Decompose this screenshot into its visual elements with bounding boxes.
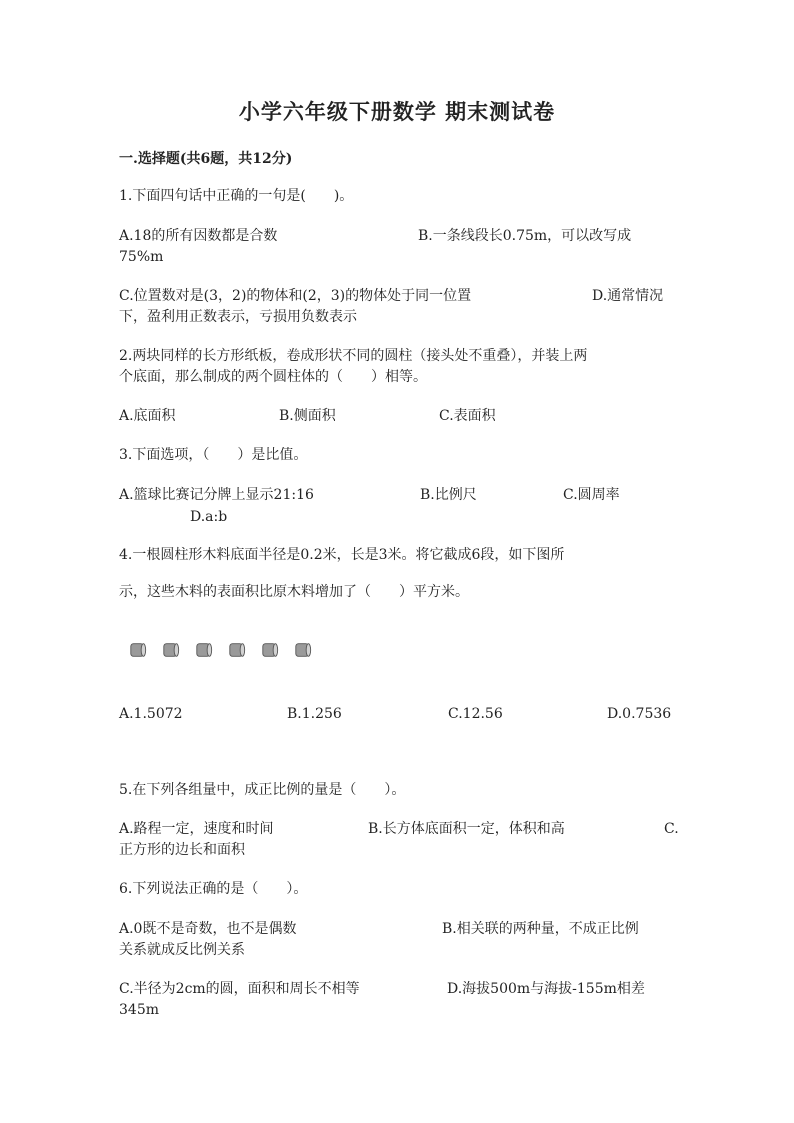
question-6-stem: 6.下列说法正确的是（ ）。 (119, 881, 308, 897)
question-1-option-c: C.位置数对是(3，2)的物体和(2，3)的物体处于同一位置 (119, 288, 472, 304)
question-2-stem-cont: 个底面，那么制成的两个圆柱体的（ ）相等。 (119, 369, 427, 385)
question-2-option-a: A.底面积 (119, 408, 176, 424)
question-5-option-c: C. (664, 821, 679, 837)
question-5-option-c-cont: 正方形的边长和面积 (119, 842, 245, 858)
section-heading: 一.选择题(共6题，共12分) (119, 151, 293, 167)
question-6-option-a: A.0既不是奇数，也不是偶数 (119, 921, 297, 937)
question-2-option-c: C.表面积 (439, 408, 496, 424)
question-1-stem: 1.下面四句话中正确的一句是( )。 (119, 188, 354, 204)
question-2-option-b: B.侧面积 (279, 408, 336, 424)
page-title: 小学六年级下册数学 期末测试卷 (238, 99, 556, 124)
question-6-option-d: D.海拔500m与海拔-155m相差 (447, 981, 645, 997)
question-1-option-a: A.18的所有因数都是合数 (119, 228, 278, 244)
cylinder-piece-icon (261, 641, 279, 659)
cylinder-piece-icon (129, 641, 147, 659)
question-2-stem: 2.两块同样的长方形纸板，卷成形状不同的圆柱（接头处不重叠），并装上两 (119, 348, 588, 364)
question-3-stem: 3.下面选项，（ ）是比值。 (119, 447, 308, 463)
question-4-option-b: B.1.256 (287, 706, 342, 722)
question-3-option-a: A.篮球比赛记分牌上显示21:16 (119, 487, 314, 503)
question-6-option-b-cont: 关系就成反比例关系 (119, 942, 245, 958)
question-4-option-c: C.12.56 (448, 706, 503, 722)
question-1-option-d-cont: 下，盈利用正数表示，亏损用负数表示 (119, 309, 357, 325)
question-6-option-d-cont: 345m (119, 1002, 159, 1018)
question-4-stem-cont: 示，这些木料的表面积比原木料增加了（ ）平方米。 (119, 584, 469, 600)
question-1-option-d: D.通常情况 (592, 288, 664, 304)
cylinder-piece-icon (162, 641, 180, 659)
cylinder-piece-icon (228, 641, 246, 659)
cylinder-pieces-icon (129, 639, 329, 663)
question-4-option-a: A.1.5072 (119, 706, 183, 722)
question-6-option-c: C.半径为2cm的圆，面积和周长不相等 (119, 981, 360, 997)
question-3-option-b: B.比例尺 (420, 487, 477, 503)
question-3-option-d: D.a:b (190, 509, 228, 525)
question-6-option-b: B.相关联的两种量，不成正比例 (442, 921, 639, 937)
question-1-option-b-cont: 75%m (119, 249, 164, 265)
question-5-stem: 5.在下列各组量中，成正比例的量是（ ）。 (119, 782, 406, 798)
question-4-stem: 4.一根圆柱形木料底面半径是0.2米，长是3米。将它截成6段，如下图所 (119, 547, 565, 563)
question-5-option-b: B.长方体底面积一定，体积和高 (368, 821, 565, 837)
question-3-option-c: C.圆周率 (563, 487, 620, 503)
question-5-option-a: A.路程一定，速度和时间 (119, 821, 274, 837)
cylinder-piece-icon (195, 641, 213, 659)
question-1-option-b: B.一条线段长0.75m，可以改写成 (418, 228, 632, 244)
cylinder-piece-icon (294, 641, 312, 659)
question-4-option-d: D.0.7536 (607, 706, 672, 722)
